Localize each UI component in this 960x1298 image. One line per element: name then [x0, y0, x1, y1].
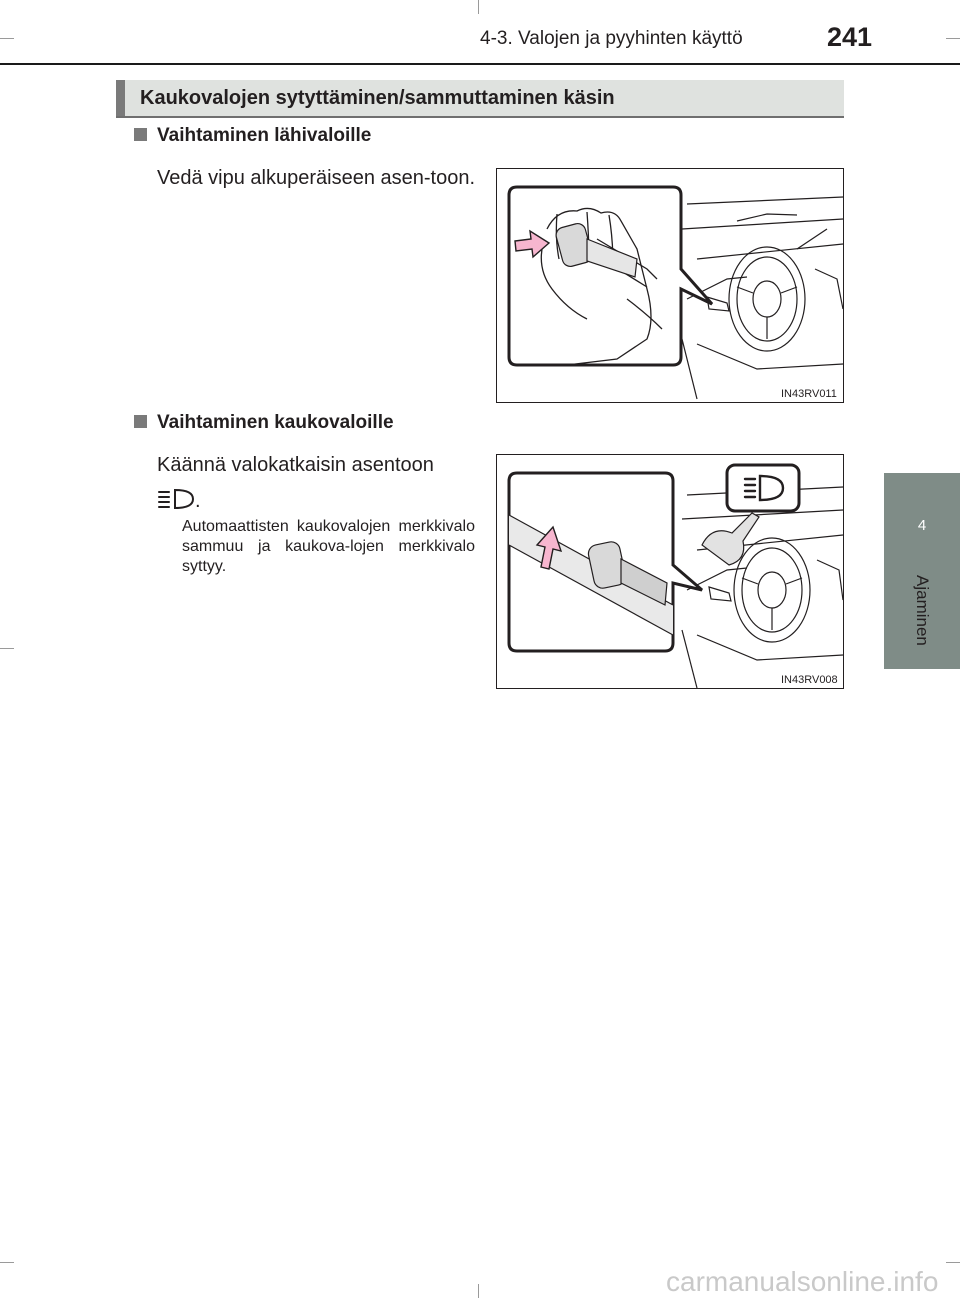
- figure-code: IN43RV008: [781, 674, 838, 686]
- instruction-text: Vedä vipu alkuperäiseen asen-toon.: [157, 167, 476, 189]
- figure-lever-pull: [496, 168, 844, 403]
- header-rule: [0, 63, 960, 65]
- instruction-icon-line: [157, 483, 475, 519]
- watermark: carmanualsonline.info: [666, 1266, 939, 1297]
- page-number: 241: [827, 22, 873, 52]
- section-bar-accent: [116, 80, 125, 116]
- subheading-text: Vaihtaminen kaukovaloille: [157, 412, 394, 433]
- crop-mark: [946, 38, 960, 39]
- figure-code: IN43RV011: [781, 388, 837, 400]
- high-beam-icon: [157, 488, 195, 510]
- crop-mark: [946, 1262, 960, 1263]
- square-bullet-icon: [134, 128, 147, 141]
- crop-mark: [0, 648, 14, 649]
- note-text: Automaattisten kaukovalojen merkkivalo sammuu ja kaukova-lojen merkkivalo syttyy.: [182, 518, 475, 575]
- lever-push-illustration: [497, 455, 843, 688]
- section-title: Kaukovalojen sytyttäminen/sammuttaminen käsin: [140, 87, 615, 109]
- instruction-line: Käännä valokatkaisin asentoon: [157, 454, 434, 476]
- lever-pull-illustration: [497, 169, 843, 402]
- instruction-text: [157, 447, 475, 519]
- chapter-label: Ajaminen: [913, 575, 932, 646]
- subheading-high-beam: [134, 412, 394, 434]
- figure-lever-push: [496, 454, 844, 689]
- running-head: 4-3. Valojen ja pyyhinten käyttö: [480, 28, 743, 49]
- crop-mark: [0, 1262, 14, 1263]
- crop-mark: [478, 0, 479, 14]
- crop-mark: [0, 38, 14, 39]
- crop-mark: [478, 1284, 479, 1298]
- subheading-text: Vaihtaminen lähivaloille: [157, 125, 372, 146]
- square-bullet-icon: [134, 415, 147, 428]
- section-heading-bar: [116, 80, 844, 118]
- chapter-number: 4: [917, 517, 927, 534]
- instruction-suffix: .: [195, 490, 201, 512]
- subheading-low-beam: [134, 125, 371, 147]
